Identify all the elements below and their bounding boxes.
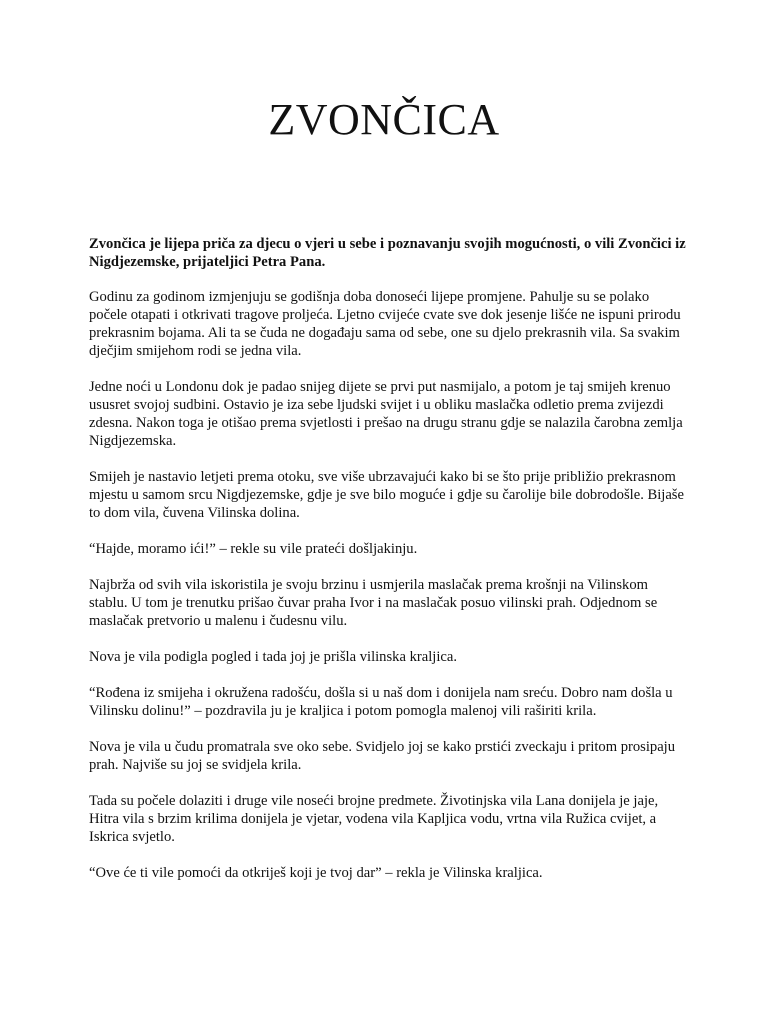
document-title: ZVONČICA (268, 95, 500, 144)
paragraph-10: “Ove će ti vile pomoći da otkriješ koji je tvoj dar” – rekla je Vilinska kraljica. (89, 865, 543, 881)
paragraph-5: Najbrža od svih vila iskoristila je svoju brzinu i usmjerila maslačak prema krošnji na Vilinskom stablu. U tom je trenutku prišao čuvar praha Ivor i na maslačak posuo vilinski prah. Odjednom se maslačak pretvorio u malenu i čudesnu vilu. (89, 577, 658, 629)
paragraph-8: Nova je vila u čudu promatrala sve oko sebe. Svidjelo joj se kako prstići zveckaju i pritom prosipaju prah. Najviše su joj se svidjela krila. (89, 739, 676, 773)
intro-paragraph: Zvončica je lijepa priča za djecu o vjeri u sebe i poznavanju svojih mogućnosti, o vili Zvončici iz Nigdjezemske, prijateljici Petra Pana. (89, 236, 686, 270)
paragraph-4: “Hajde, moramo ići!” – rekle su vile prateći došljakinju. (89, 541, 418, 557)
paragraph-3: Smijeh je nastavio letjeti prema otoku, sve više ubrzavajući kako bi se što prije približio prekrasnom mjestu u samom srcu Nigdjezemske, gdje je sve bilo moguće i gdje su čarolije bile dobrodošle. Bijaše to dom vila, čuvena Vilinska dolina. (89, 469, 684, 521)
paragraph-2: Jedne noći u Londonu dok je padao snijeg dijete se prvi put nasmijalo, a potom je taj smijeh krenuo ususret svojoj sudbini. Ostavio je iza sebe ljudski svijet i u obliku maslačka odletio prema zvijezdi zdesna. Nakon toga je otišao prema svjetlosti i prešao na drugu stranu gdje se nalazila čarobna zemlja Nigdjezemska. (89, 379, 683, 449)
paragraph-6: Nova je vila podigla pogled i tada joj je prišla vilinska kraljica. (89, 649, 457, 665)
paragraph-1: Godinu za godinom izmjenjuju se godišnja doba donoseći lijepe promjene. Pahulje su se polako počele otapati i otkrivati tragove proljeća. Ljetno cvijeće cvate sve dok jesenje lišće ne ispuni prirodu prekrasnim bojama. Ali ta se čuda ne događaju sama od sebe, one su djelo prekrasnih vila. Sa svakim dječjim smijehom rodi se jedna vila. (89, 289, 681, 359)
paragraph-9: Tada su počele dolaziti i druge vile noseći brojne predmete. Životinjska vila Lana donijela je jaje, Hitra vila s brzim krilima donijela je vjetar, vodena vila Kapljica vodu, vrtna vila Ružica cvijet, a Iskrica svjetlo. (89, 793, 659, 845)
paragraph-7: “Rođena iz smijeha i okružena radošću, došla si u naš dom i donijela nam sreću. Dobro nam došla u Vilinsku dolinu!” – pozdravila ju je kraljica i potom pomogla malenoj vili raširiti krila. (89, 685, 673, 719)
document-body (89, 235, 689, 900)
